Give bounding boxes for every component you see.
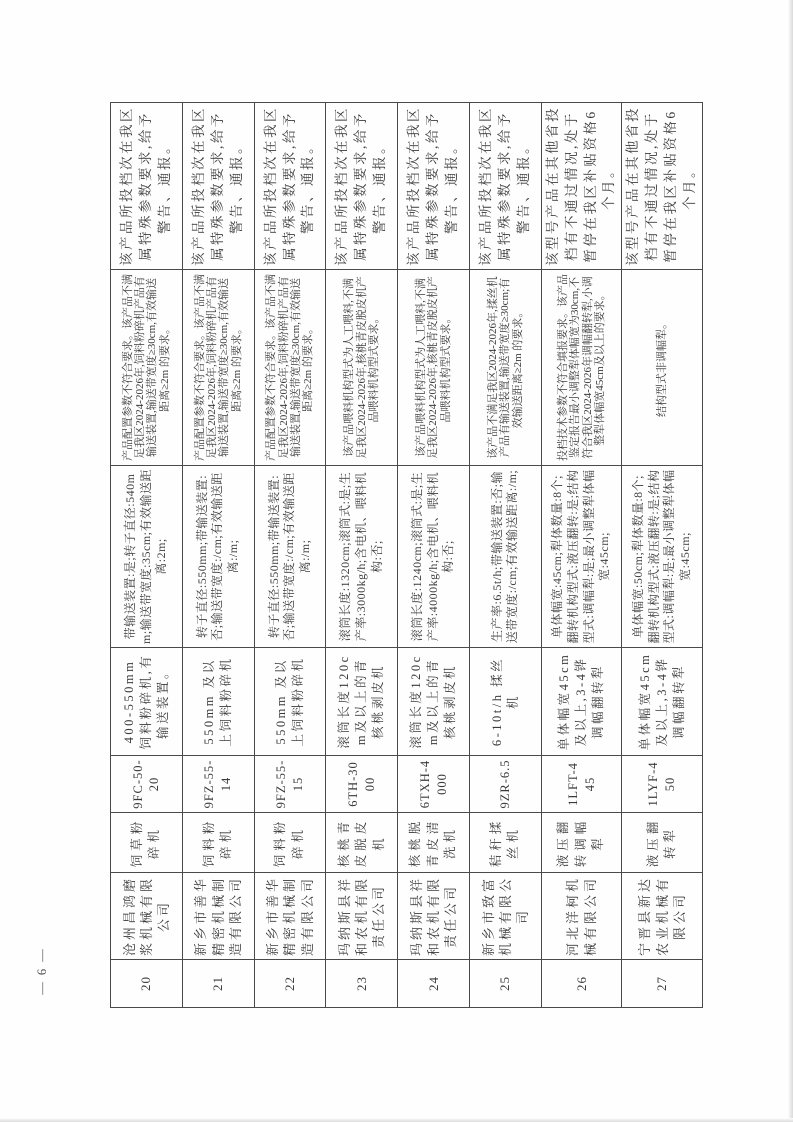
- cell-reason: 结构型式非调幅犁。: [622, 270, 703, 466]
- rotated-table-region: [110, 103, 698, 1008]
- cell-model: 6TXH-4000: [398, 756, 470, 813]
- cell-tier: 单体幅宽45cm及以上,3-4铧调幅翻转犁: [622, 648, 703, 756]
- cell-decision: 该产品所投档次在我区属特殊参数要求,给予警告、通报。: [469, 103, 541, 270]
- cell-parameters: 带输送装置:是;转子直径:540mm;输送带宽度:35cm;有效输送距离:2m;: [111, 466, 183, 648]
- review-result-table: [110, 102, 703, 1008]
- cell-reason: 产品配置参数不符合要求。该产品不满足我区2024-2026年,饲料粉碎机产品有输送装置,输送带宽度≥30cm,有效输送距离≥2m 的要求。: [182, 270, 254, 466]
- cell-company: 沧州昌鸿磨浆机械有限公司: [111, 873, 183, 960]
- cell-parameters: 转子直径:550mm;带输送装置:否;输送带宽度:/cm;有效输送距离:/m;: [182, 466, 254, 648]
- page-number: — 6 —: [35, 947, 49, 995]
- cell-reason: 该产品喂料机构型式为人工喂料,不满足我区2024-2026年,核桃青皮脱皮机产品喂料机构型式要求。: [398, 270, 470, 466]
- cell-company: 新乡市善华精密机械制造有限公司: [254, 873, 326, 960]
- cell-decision: 该产品所投档次在我区属特殊参数要求,给予警告、通报。: [326, 103, 398, 270]
- cell-reason: 产品配置参数不符合要求。该产品不满足我区2024-2026年,饲料粉碎机产品有输送装置,输送带宽度≥30cm,有效输送距离≥2m 的要求。: [111, 270, 183, 466]
- cell-model: 9FZ-55-14: [182, 756, 254, 813]
- cell-company: 玛纳斯县祥和农机有限责任公司: [398, 873, 470, 960]
- table-row: [182, 103, 254, 1008]
- cell-decision: 该型号产品在其他省投档有不通过情况,处于暂停在我区补贴资格6个月。: [622, 103, 703, 270]
- cell-row-number: 25: [469, 960, 541, 1008]
- cell-model: 1LYF-450: [622, 756, 703, 813]
- cell-product: 秸秆揉丝机: [469, 813, 541, 873]
- cell-reason: 该产品喂料机构型式为人工喂料,不满足我区2024-2026年,核桃青皮脱皮机产品喂料机构型式要求。: [326, 270, 398, 466]
- cell-row-number: 22: [254, 960, 326, 1008]
- scan-edge-bottom: [0, 1118, 793, 1122]
- cell-model: 1LFT-445: [541, 756, 622, 813]
- cell-row-number: 23: [326, 960, 398, 1008]
- cell-company: 河北洋柯机械有限公司: [541, 873, 622, 960]
- cell-reason: 该产品不满足我区2024-2026年,揉丝机产品有输送装置,输送带宽度≥30cm;有效输送距离≥2m 的要求。: [469, 270, 541, 466]
- cell-parameters: 转子直径:550mm;带输送装置:否;输送带宽度:/cm;有效输送距离:/m;: [254, 466, 326, 648]
- cell-row-number: 24: [398, 960, 470, 1008]
- cell-decision: 该型号产品在其他省投档有不通过情况,处于暂停在我区补贴资格6个月。: [541, 103, 622, 270]
- cell-row-number: 27: [622, 960, 703, 1008]
- table-row: [326, 103, 398, 1008]
- table-row: [111, 103, 183, 1008]
- cell-decision: 该产品所投档次在我区属特殊参数要求,给予警告、通报。: [111, 103, 183, 270]
- cell-product: 液压翻转调幅犁: [541, 813, 622, 873]
- cell-model: 6TH-3000: [326, 756, 398, 813]
- cell-tier: 单体幅宽45cm及以上,3-4铧调幅翻转犁: [541, 648, 622, 756]
- cell-tier: 滚筒长度120cm及以上的青核桃剥皮机: [398, 648, 470, 756]
- cell-model: 9ZR-6.5: [469, 756, 541, 813]
- cell-product: 饲料粉碎机: [182, 813, 254, 873]
- table-row: [469, 103, 541, 1008]
- cell-tier: 6-10t/h 揉丝机: [469, 648, 541, 756]
- cell-product: 核桃脱青皮清洗机: [398, 813, 470, 873]
- cell-row-number: 20: [111, 960, 183, 1008]
- cell-decision: 该产品所投档次在我区属特殊参数要求,给予警告、通报。: [398, 103, 470, 270]
- cell-product: 饲草粉碎机: [111, 813, 183, 873]
- cell-reason: 产品配置参数不符合要求。该产品不满足我区2024-2026年,饲料粉碎机产品有输送装置,输送带宽度≥30cm,有效输送距离≥2m 的要求。: [254, 270, 326, 466]
- cell-company: 玛纳斯县祥和农机有限责任公司: [326, 873, 398, 960]
- cell-product: 饲料粉碎机: [254, 813, 326, 873]
- cell-parameters: 生产率:6.5t/h;带输送装置:否;输送带宽度:/cm;有效输送距离:/m;: [469, 466, 541, 648]
- table-row: [254, 103, 326, 1008]
- scan-edge-right: [788, 0, 793, 1122]
- cell-product: 液压翻转犁: [622, 813, 703, 873]
- cell-parameters: 滚筒长度:1240cm;滚筒式:是;生产率:4000kg/h;含电机、喂料机构:否;: [398, 466, 470, 648]
- cell-decision: 该产品所投档次在我区属特殊参数要求,给予警告、通报。: [254, 103, 326, 270]
- cell-model: 9FZ-55-15: [254, 756, 326, 813]
- cell-tier: 550mm 及以上饲料粉碎机: [182, 648, 254, 756]
- cell-row-number: 21: [182, 960, 254, 1008]
- cell-decision: 该产品所投档次在我区属特殊参数要求,给予警告、通报。: [182, 103, 254, 270]
- cell-row-number: 26: [541, 960, 622, 1008]
- cell-parameters: 单体幅宽:45cm;犁体数量:8个;翻转机构型式:液压翻转:是;结构型式:调幅犁:是;最小调整犁体幅宽:45cm;: [541, 466, 622, 648]
- cell-tier: 滚筒长度120cm及以上的青核桃剥皮机: [326, 648, 398, 756]
- cell-parameters: 单体幅宽:50cm;犁体数量:8个;翻转机构型式:液压翻转:是;结构型式:调幅犁:是;最小调整犁体幅宽:45cm;: [622, 466, 703, 648]
- cell-tier: 550mm 及以上饲料粉碎机: [254, 648, 326, 756]
- cell-company: 宁晋县新达农业机械有限公司: [622, 873, 703, 960]
- table-row: [541, 103, 622, 1008]
- table-row: [398, 103, 470, 1008]
- cell-product: 核桃青皮脱皮机: [326, 813, 398, 873]
- cell-parameters: 滚筒长度:1320cm;滚筒式:是;生产率:3000kg/h;含电机、喂料机构:否;: [326, 466, 398, 648]
- cell-model: 9FC-50-20: [111, 756, 183, 813]
- cell-tier: 400-550mm 饲料粉碎机,有输送装置。: [111, 648, 183, 756]
- cell-company: 新乡市善华精密机械制造有限公司: [182, 873, 254, 960]
- cell-company: 新乡市致富机械有限公司: [469, 873, 541, 960]
- table-row: [622, 103, 703, 1008]
- cell-reason: 投档技术参数不符合填报要求。该产品鉴定报告最小调整犁体幅宽为30cm,不符合我区2024-2026年调幅翻转犁,小调整犁体幅宽45cm及以上的要求。: [541, 270, 622, 466]
